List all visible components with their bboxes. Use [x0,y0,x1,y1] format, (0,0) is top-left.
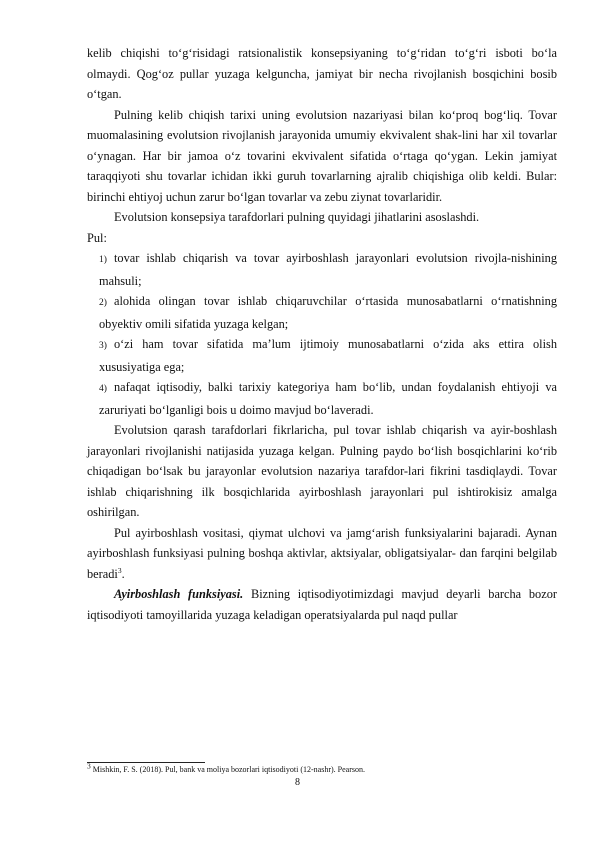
footnote-text: Mishkin, F. S. (2018). Pul, bank va moliya bozorlari iqtisodiyoti (12-nashr). Pearson. [90,765,365,774]
list-number: 1) [99,255,107,265]
footnote-reference[interactable]: 3 [117,565,122,575]
footnote [87,761,557,775]
list-number: 2) [99,298,107,308]
footnote-divider [87,762,205,763]
paragraph-5 [87,523,557,585]
paragraph-3: Evolutsion konsepsiya tarafdorlari pulning quyidagi jihatlarini asoslashdi. [114,210,480,224]
paragraph-5-text: Pul ayirboshlash vositasi, qiymat ulchovi va jamg‘arish funksiyalarini bajaradi. Aynan ayirboshlash funksiyasi pulning boshqa aktivlar, aktsiyalar, obligatsiyalar- dan farqini belgilab beradi [87,525,557,581]
list-item [99,248,557,291]
paragraph-5-end: . [121,566,125,581]
paragraph-pul-label: Pul: [87,230,107,245]
section-heading-inline: Ayirboshlash funksiyasi. [114,587,244,601]
paragraph-6-text: Bizning iqtisodiyotimizdagi mavjud deyarli barcha bozor iqtisodiyoti tamoyillarida yuzaga keladigan operatsiyalarda pul naqd pullar [87,587,557,622]
list-text: alohida olingan tovar ishlab chiqaruvchilar o‘rtasida munosabatlarni o‘rnatishning obyektiv omili sifatida yuzaga kelgan; [99,294,557,331]
paragraph-2: Pulning kelib chiqish tarixi uning evolutsion nazariyasi bilan ko‘proq bog‘liq. Tovar muomalasining evolutsion rivojlanish jarayonida umumiy ekvivalent shak-lini har xil tovarlar o‘ynagan. Har bir jamoa o‘z tovarini ekvivalent sifatida o‘rtaga qo‘ygan. Lekin jamiyat taraqqiyoti shu tovarlar ichidan ikki guruh tovarlarning ajralib chiqishiga olib keldi. Bular: birinchi ehtiyoj uchun zarur bo‘lgan tovarlar va zebu ziynat tovarlaridir. [87,107,557,204]
paragraph-6 [87,584,557,625]
list-item [99,334,557,377]
list-item [99,291,557,334]
page-number: 8 [295,777,300,788]
list-item [99,377,557,420]
list-text: o‘zi ham tovar sifatida ma’lum ijtimoiy munosabatlarni o‘zida aks ettira olish xususiyatiga ega; [99,337,557,374]
paragraph-1: kelib chiqishi to‘g‘risidagi ratsionalistik konsepsiyaning to‘g‘ridan to‘g‘ri isboti bo‘la olmaydi. Qog‘oz pullar yuzaga kelguncha, jamiyat bir necha rivojlanish bosqichini bosib o‘tgan. [87,46,557,101]
list-text: nafaqat iqtisodiy, balki tarixiy kategoriya ham bo‘lib, undan foydalanish ehtiyoji va zaruriyati bo‘lganligi bois u doimo mavjud bo‘laveradi. [99,380,557,417]
body-text [87,43,557,625]
list-number: 3) [99,341,107,351]
paragraph-4: Evolutsion qarash tarafdorlari fikrlaricha, pul tovar ishlab chiqarish va ayir-boshlash jarayonlari rivojlanishi natijasida yuzaga kelgan. Pulning paydo bo‘lish bosqichlarini ko‘rib chiqadigan bo‘lsak bu jarayonlar evolutsion nazariya tarafdor-lari fikrini tasdiqlaydi. Tovar ishlab chiqarishning ilk bosqichlarida ayirboshlash jarayonlari pul ishtirokisiz amalga oshirilgan. [87,423,557,519]
list-number: 4) [99,384,107,394]
footnote-mark: 3 [87,761,91,771]
list-text: tovar ishlab chiqarish va tovar ayirboshlash jarayonlari evolutsion rivojla-nishining mahsuli; [99,251,557,288]
